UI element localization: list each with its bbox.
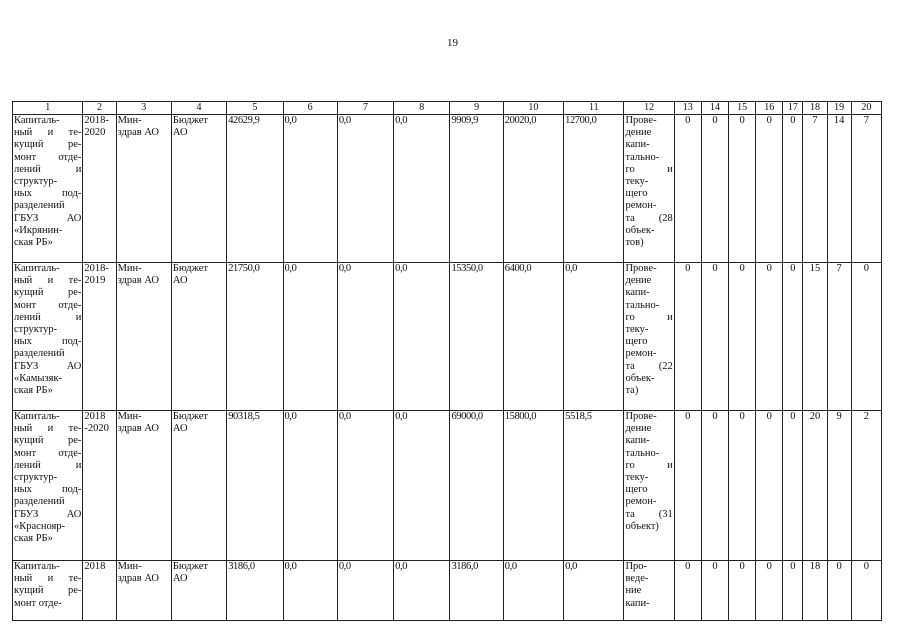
cell-line: тов)	[625, 237, 644, 249]
cell-line: Про-	[625, 561, 648, 572]
cell-line: Бюджет	[172, 263, 208, 274]
cell-line: го и	[625, 311, 673, 323]
cell-line: -2020	[84, 423, 109, 435]
cell-col-2	[83, 115, 116, 263]
cell-line: ГБУЗ АО	[14, 212, 82, 224]
cell-line: дение	[625, 275, 652, 287]
cell-line: веде-	[625, 573, 649, 585]
cell-line: ремон-	[625, 496, 657, 508]
cell-col-11: 0,0	[564, 263, 624, 411]
cell-line: Капиталь-	[14, 411, 60, 422]
cell-line: ГБУЗ АО	[14, 360, 82, 372]
cell-line: 2018-	[84, 115, 109, 126]
cell-line: кущий ре-	[14, 585, 82, 597]
cell-col-17: 0	[783, 561, 803, 621]
column-header-19: 19	[827, 102, 851, 115]
cell-col-19: 9	[827, 411, 851, 561]
column-header-7: 7	[337, 102, 393, 115]
cell-col-5: 42629,9	[227, 115, 283, 263]
program-table	[12, 101, 882, 621]
cell-line: щего	[625, 484, 648, 496]
cell-line: монт отде-	[14, 299, 82, 311]
cell-col-13: 0	[674, 411, 701, 561]
cell-col-4	[171, 411, 226, 561]
cell-col-20: 0	[851, 263, 881, 411]
column-header-13: 13	[674, 102, 701, 115]
column-header-14: 14	[701, 102, 728, 115]
cell-col-6: 0,0	[283, 115, 337, 263]
cell-line: ный и те-	[14, 127, 82, 139]
cell-line: ГБУЗ АО	[14, 508, 82, 520]
cell-col-3	[116, 411, 171, 561]
cell-line: кущий ре-	[14, 287, 82, 299]
cell-col-18: 15	[803, 263, 827, 411]
cell-line: кущий ре-	[14, 139, 82, 151]
cell-col-2	[83, 263, 116, 411]
cell-line: разделений	[14, 496, 65, 508]
cell-line: АО	[172, 573, 188, 585]
cell-line: структур-	[14, 176, 58, 188]
cell-line: Прове-	[625, 115, 657, 126]
cell-line: Капиталь-	[14, 115, 60, 126]
cell-col-20: 2	[851, 411, 881, 561]
cell-line: разделений	[14, 348, 65, 360]
cell-col-17: 0	[783, 411, 803, 561]
cell-line: теку-	[625, 324, 649, 336]
column-header-17: 17	[783, 102, 803, 115]
cell-line: ремон-	[625, 200, 657, 212]
cell-col-15: 0	[729, 115, 756, 263]
column-header-18: 18	[803, 102, 827, 115]
cell-col-15: 0	[729, 263, 756, 411]
cell-col-8: 0,0	[394, 263, 450, 411]
cell-line: лений и	[14, 459, 82, 471]
cell-col-10: 15800,0	[503, 411, 563, 561]
table-row	[13, 411, 882, 561]
cell-col-8: 0,0	[394, 115, 450, 263]
cell-col-11: 0,0	[564, 561, 624, 621]
cell-line: 2020	[84, 127, 106, 139]
cell-col-11: 12700,0	[564, 115, 624, 263]
cell-line: щего	[625, 336, 648, 348]
cell-col-3	[116, 561, 171, 621]
cell-line: «Икрянин-	[14, 224, 63, 236]
cell-col-1	[13, 263, 83, 411]
cell-col-18: 20	[803, 411, 827, 561]
cell-line: тально-	[625, 299, 660, 311]
cell-line: ный и те-	[14, 423, 82, 435]
cell-col-9: 15350,0	[450, 263, 503, 411]
cell-col-18: 18	[803, 561, 827, 621]
column-header-15: 15	[729, 102, 756, 115]
cell-line: го и	[625, 459, 673, 471]
column-header-1: 1	[13, 102, 83, 115]
cell-line: Бюджет	[172, 411, 208, 422]
cell-line: Прове-	[625, 263, 657, 274]
cell-col-16: 0	[756, 115, 783, 263]
cell-col-14: 0	[701, 411, 728, 561]
cell-col-19: 0	[827, 561, 851, 621]
cell-col-3	[116, 115, 171, 263]
cell-line: объек-	[625, 224, 655, 236]
cell-col-10: 20020,0	[503, 115, 563, 263]
cell-line: здрав АО	[117, 573, 160, 585]
cell-line: дение	[625, 127, 652, 139]
cell-line: ская РБ»	[14, 237, 53, 249]
column-header-5: 5	[227, 102, 283, 115]
column-header-16: 16	[756, 102, 783, 115]
cell-line: та)	[625, 385, 639, 397]
cell-col-19: 7	[827, 263, 851, 411]
cell-line: ремон-	[625, 348, 657, 360]
cell-col-3	[116, 263, 171, 411]
cell-line: лений и	[14, 311, 82, 323]
cell-line: 2018	[84, 561, 106, 572]
cell-line: разделений	[14, 200, 65, 212]
cell-col-5: 3186,0	[227, 561, 283, 621]
cell-col-13: 0	[674, 115, 701, 263]
cell-col-9: 69000,0	[450, 411, 503, 561]
cell-line: Мин-	[117, 115, 142, 126]
cell-line: АО	[172, 423, 188, 435]
cell-col-4	[171, 561, 226, 621]
cell-line: здрав АО	[117, 423, 160, 435]
cell-line: капи-	[625, 287, 650, 299]
cell-col-1	[13, 115, 83, 263]
cell-col-7: 0,0	[337, 411, 393, 561]
cell-col-16: 0	[756, 561, 783, 621]
cell-col-8: 0,0	[394, 561, 450, 621]
cell-line: ных под-	[14, 188, 82, 200]
cell-col-20: 0	[851, 561, 881, 621]
cell-col-12	[624, 561, 674, 621]
cell-line: монт отде-	[14, 447, 82, 459]
cell-col-20: 7	[851, 115, 881, 263]
cell-line: капи-	[625, 597, 650, 609]
cell-line: 2018	[84, 411, 106, 422]
cell-line: ный и те-	[14, 573, 82, 585]
cell-col-9: 9909,9	[450, 115, 503, 263]
cell-line: ская РБ»	[14, 533, 53, 545]
cell-line: Капиталь-	[14, 561, 60, 572]
cell-line: ние	[625, 585, 642, 597]
cell-col-1	[13, 561, 83, 621]
cell-col-14: 0	[701, 561, 728, 621]
cell-line: объек-	[625, 372, 655, 384]
cell-line: монт отде-	[14, 597, 62, 609]
cell-col-15: 0	[729, 561, 756, 621]
cell-line: капи-	[625, 139, 650, 151]
page-number: 19	[447, 37, 458, 49]
cell-col-12	[624, 263, 674, 411]
cell-line: структур-	[14, 324, 58, 336]
cell-line: капи-	[625, 435, 650, 447]
cell-col-13: 0	[674, 561, 701, 621]
cell-col-10: 0,0	[503, 561, 563, 621]
column-header-12: 12	[624, 102, 674, 115]
cell-line: Мин-	[117, 411, 142, 422]
cell-col-16: 0	[756, 411, 783, 561]
cell-line: объект)	[625, 520, 659, 532]
cell-line: ный и те-	[14, 275, 82, 287]
cell-line: тально-	[625, 151, 660, 163]
cell-col-7: 0,0	[337, 115, 393, 263]
cell-col-12	[624, 115, 674, 263]
cell-line: Бюджет	[172, 561, 208, 572]
column-header-9: 9	[450, 102, 503, 115]
cell-line: дение	[625, 423, 652, 435]
cell-line: та (22	[625, 360, 673, 372]
cell-line: ных под-	[14, 336, 82, 348]
table-row	[13, 263, 882, 411]
cell-line: теку-	[625, 176, 649, 188]
cell-line: Мин-	[117, 263, 142, 274]
cell-col-14: 0	[701, 115, 728, 263]
cell-col-2	[83, 561, 116, 621]
cell-col-4	[171, 263, 226, 411]
cell-line: щего	[625, 188, 648, 200]
cell-col-6: 0,0	[283, 411, 337, 561]
cell-line: структур-	[14, 472, 58, 484]
cell-col-6: 0,0	[283, 561, 337, 621]
column-header-6: 6	[283, 102, 337, 115]
cell-col-13: 0	[674, 263, 701, 411]
cell-line: 2018-	[84, 263, 109, 274]
cell-line: Бюджет	[172, 115, 208, 126]
cell-col-5: 21750,0	[227, 263, 283, 411]
cell-line: тально-	[625, 447, 660, 459]
cell-line: АО	[172, 127, 188, 139]
column-header-4: 4	[171, 102, 226, 115]
table-row	[13, 115, 882, 263]
column-header-3: 3	[116, 102, 171, 115]
cell-line: Прове-	[625, 411, 657, 422]
column-header-10: 10	[503, 102, 563, 115]
cell-col-19: 14	[827, 115, 851, 263]
cell-col-11: 5518,5	[564, 411, 624, 561]
cell-line: та (28	[625, 212, 673, 224]
cell-col-16: 0	[756, 263, 783, 411]
cell-line: ных под-	[14, 484, 82, 496]
cell-col-5: 90318,5	[227, 411, 283, 561]
cell-col-14: 0	[701, 263, 728, 411]
cell-col-17: 0	[783, 115, 803, 263]
table-row	[13, 561, 882, 621]
cell-line: здрав АО	[117, 275, 160, 287]
cell-col-15: 0	[729, 411, 756, 561]
cell-col-7: 0,0	[337, 561, 393, 621]
cell-col-7: 0,0	[337, 263, 393, 411]
cell-col-10: 6400,0	[503, 263, 563, 411]
cell-col-2	[83, 411, 116, 561]
cell-col-17: 0	[783, 263, 803, 411]
cell-line: здрав АО	[117, 127, 160, 139]
cell-line: теку-	[625, 472, 649, 484]
cell-col-12	[624, 411, 674, 561]
cell-line: монт отде-	[14, 151, 82, 163]
cell-line: кущий ре-	[14, 435, 82, 447]
cell-col-6: 0,0	[283, 263, 337, 411]
cell-line: Мин-	[117, 561, 142, 572]
column-header-2: 2	[83, 102, 116, 115]
cell-line: «Краснояр-	[14, 520, 66, 532]
cell-line: лений и	[14, 163, 82, 175]
cell-line: 2019	[84, 275, 106, 287]
cell-col-8: 0,0	[394, 411, 450, 561]
cell-line: та (31	[625, 508, 673, 520]
column-header-20: 20	[851, 102, 881, 115]
cell-col-9: 3186,0	[450, 561, 503, 621]
cell-col-4	[171, 115, 226, 263]
column-header-8: 8	[394, 102, 450, 115]
cell-line: Капиталь-	[14, 263, 60, 274]
cell-line: ская РБ»	[14, 385, 53, 397]
cell-col-18: 7	[803, 115, 827, 263]
header-row	[13, 102, 882, 115]
cell-line: АО	[172, 275, 188, 287]
cell-line: го и	[625, 163, 673, 175]
cell-line: «Камызяк-	[14, 372, 63, 384]
cell-col-1	[13, 411, 83, 561]
column-header-11: 11	[564, 102, 624, 115]
